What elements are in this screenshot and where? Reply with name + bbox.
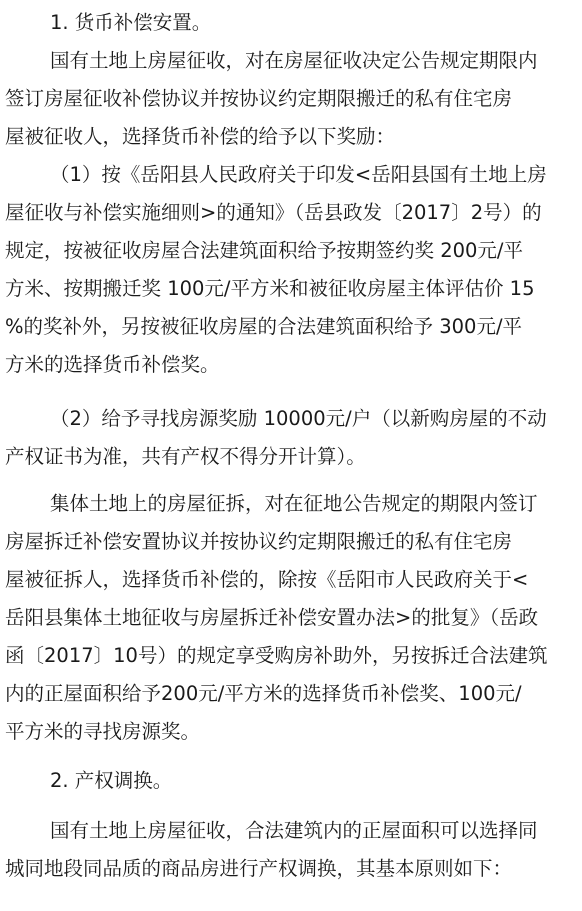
paragraph-line: 房屋拆迁补偿安置协议并按协议约定期限搬迁的私有住宅房 — [5, 530, 513, 553]
paragraph-line: 集体土地上的房屋征拆，对在征地公告规定的期限内签订 — [50, 492, 538, 515]
paragraph-line: 屋被征收人，选择货币补偿的给予以下奖励： — [5, 125, 396, 148]
paragraph-line: 平方米的寻找房源奖。 — [5, 720, 201, 743]
list-item-1-line: 屋征收与补偿实施细则>的通知》（岳县政发〔2017〕2号）的 — [5, 201, 542, 224]
list-item-1-line: （1）按《岳阳县人民政府关于印发<岳阳县国有土地上房 — [50, 163, 547, 186]
paragraph-line: 国有土地上房屋征收，合法建筑内的正屋面积可以选择同 — [50, 819, 538, 842]
paragraph-line: 城同地段同品质的商品房进行产权调换，其基本原则如下： — [5, 857, 513, 880]
paragraph-line: 屋被征拆人，选择货币补偿的，除按《岳阳市人民政府关于< — [5, 568, 529, 591]
list-item-1-line: 方米的选择货币补偿奖。 — [5, 353, 220, 376]
paragraph-line: 内的正屋面积给予200元/平方米的选择货币补偿奖、100元/ — [5, 682, 522, 705]
paragraph-line: 国有土地上房屋征收，对在房屋征收决定公告规定期限内 — [50, 49, 538, 72]
paragraph-line: 函〔2017〕10号）的规定享受购房补助外，另按拆迁合法建筑 — [5, 644, 548, 667]
list-item-1-line: 规定，按被征收房屋合法建筑面积给予按期签约奖 200元/平 — [5, 239, 523, 262]
heading-cash-compensation: 1. 货币补偿安置。 — [50, 11, 212, 34]
list-item-2-line: 产权证书为准，共有产权不得分开计算）。 — [5, 445, 366, 468]
list-item-1-line: 方米、按期搬迁奖 100元/平方米和被征收房屋主体评估价 15 — [5, 277, 535, 300]
paragraph-line: 签订房屋征收补偿协议并按协议约定期限搬迁的私有住宅房 — [5, 87, 513, 110]
list-item-2-line: （2）给予寻找房源奖励 10000元/户（以新购房屋的不动 — [50, 407, 547, 430]
heading-property-exchange: 2. 产权调换。 — [50, 769, 173, 792]
paragraph-line: 岳阳县集体土地征收与房屋拆迁补偿安置办法>的批复》（岳政 — [5, 606, 539, 629]
list-item-1-line: %的奖补外，另按被征收房屋的合法建筑面积给予 300元/平 — [5, 315, 523, 338]
